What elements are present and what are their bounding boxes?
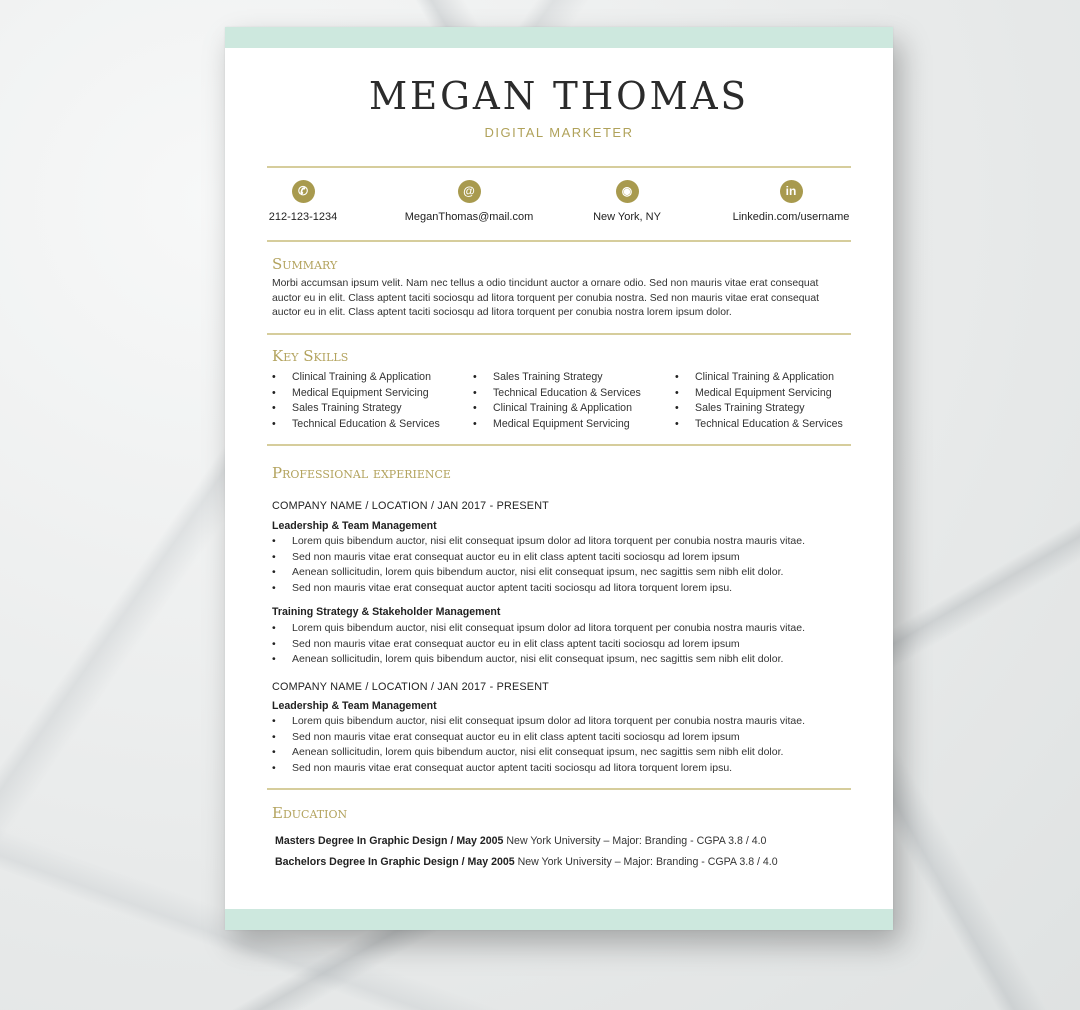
role-heading: Leadership & Team Management (272, 520, 437, 532)
company-line: COMPANY NAME / LOCATION / JAN 2017 - PRESENT (272, 681, 549, 693)
experience-heading: Professional experience (272, 464, 451, 482)
role-heading: Training Strategy & Stakeholder Management (272, 606, 501, 618)
contact-phone (267, 180, 339, 223)
at-icon: @ (458, 180, 481, 203)
list-item: • Sed non mauris vitae erat consequat auctor eu in elit class aptent taciti sociosqu ad lorem ipsum (272, 550, 805, 566)
skill-item: • Technical Education & Services (272, 417, 440, 433)
skills-column (272, 370, 440, 432)
bottom-color-band (225, 909, 893, 930)
skill-item: • Clinical Training & Application (675, 370, 843, 386)
bullet-list (272, 714, 805, 776)
list-item: • Lorem quis bibendum auctor, nisi elit consequat ipsum dolor ad litora torquent per conubia nostra mauris vitae. (272, 534, 805, 550)
skill-item: • Clinical Training & Application (473, 401, 641, 417)
skill-item: • Clinical Training & Application (272, 370, 440, 386)
divider (267, 166, 851, 168)
divider (267, 444, 851, 446)
contact-location (587, 180, 667, 223)
bullet-list (272, 621, 805, 668)
list-item: • Sed non mauris vitae erat consequat auctor aptent taciti sociosqu ad litora torquent lorem ipsu. (272, 581, 805, 597)
phone-text: 212-123-1234 (268, 211, 338, 223)
linkedin-text: Linkedin.com/username (732, 211, 850, 223)
degree-detail: New York University – Major: Branding - CGPA 3.8 / 4.0 (514, 856, 778, 868)
list-item: • Aenean sollicitudin, lorem quis bibendum auctor, nisi elit consequat ipsum, nec sagittis sem nibh elit dolor. (272, 652, 805, 668)
company-line: COMPANY NAME / LOCATION / JAN 2017 - PRESENT (272, 500, 549, 512)
location-pin-icon: ◉ (616, 180, 639, 203)
bullet-list (272, 534, 805, 596)
list-item: • Sed non mauris vitae erat consequat auctor eu in elit class aptent taciti sociosqu ad lorem ipsum (272, 730, 805, 746)
email-text: MeganThomas@mail.com (404, 211, 534, 223)
contact-linkedin (729, 180, 853, 223)
list-item: • Aenean sollicitudin, lorem quis bibendum auctor, nisi elit consequat ipsum, nec sagittis sem nibh elit dolor. (272, 565, 805, 581)
list-item: • Sed non mauris vitae erat consequat auctor aptent taciti sociosqu ad litora torquent lorem ipsu. (272, 761, 805, 777)
role-heading: Leadership & Team Management (272, 700, 437, 712)
education-heading: Education (272, 804, 348, 822)
skill-item: • Sales Training Strategy (272, 401, 440, 417)
linkedin-icon: in (780, 180, 803, 203)
education-item (275, 835, 766, 847)
contact-email (399, 180, 539, 223)
job-title: DIGITAL MARKETER (484, 125, 634, 140)
list-item: • Lorem quis bibendum auctor, nisi elit consequat ipsum dolor ad litora torquent per conubia nostra mauris vitae. (272, 714, 805, 730)
contact-row (267, 180, 857, 230)
list-item: • Lorem quis bibendum auctor, nisi elit consequat ipsum dolor ad litora torquent per conubia nostra mauris vitae. (272, 621, 805, 637)
degree-detail: New York University – Major: Branding - CGPA 3.8 / 4.0 (503, 835, 767, 847)
candidate-name: MEGAN THOMAS (368, 74, 750, 118)
skill-item: • Medical Equipment Servicing (675, 386, 843, 402)
skill-item: • Technical Education & Services (473, 386, 641, 402)
degree: Bachelors Degree In Graphic Design / May 2005 (275, 856, 515, 868)
divider (267, 240, 851, 242)
skill-item: • Sales Training Strategy (473, 370, 641, 386)
location-text: New York, NY (593, 211, 661, 223)
skills-column (675, 370, 843, 432)
top-color-band (225, 27, 893, 48)
divider (267, 788, 851, 790)
education-item (275, 856, 778, 868)
degree: Masters Degree In Graphic Design / May 2005 (275, 835, 504, 847)
skill-item: • Sales Training Strategy (675, 401, 843, 417)
resume-page (225, 27, 893, 930)
list-item: • Aenean sollicitudin, lorem quis bibendum auctor, nisi elit consequat ipsum, nec sagittis sem nibh elit dolor. (272, 745, 805, 761)
phone-icon: ✆ (292, 180, 315, 203)
summary-text: Morbi accumsan ipsum velit. Nam nec tellus a odio tincidunt auctor a ornare odio. Sed non mauris vitae erat consequat auctor eu in elit. Class aptent taciti sociosqu ad litora torquent per conubia nostra. Sed non mauris vitae erat consequat auctor eu in elit. Class aptent taciti sociosqu ad litora torquent per conubia nostra lorem ipsum dolor. (272, 278, 819, 319)
skill-item: • Medical Equipment Servicing (473, 417, 641, 433)
skill-item: • Technical Education & Services (675, 417, 843, 433)
skill-item: • Medical Equipment Servicing (272, 386, 440, 402)
skills-column (473, 370, 641, 432)
list-item: • Sed non mauris vitae erat consequat auctor eu in elit class aptent taciti sociosqu ad lorem ipsum (272, 637, 805, 653)
divider (267, 333, 851, 335)
skills-heading: Key Skills (272, 347, 349, 365)
summary-heading: Summary (272, 255, 338, 273)
